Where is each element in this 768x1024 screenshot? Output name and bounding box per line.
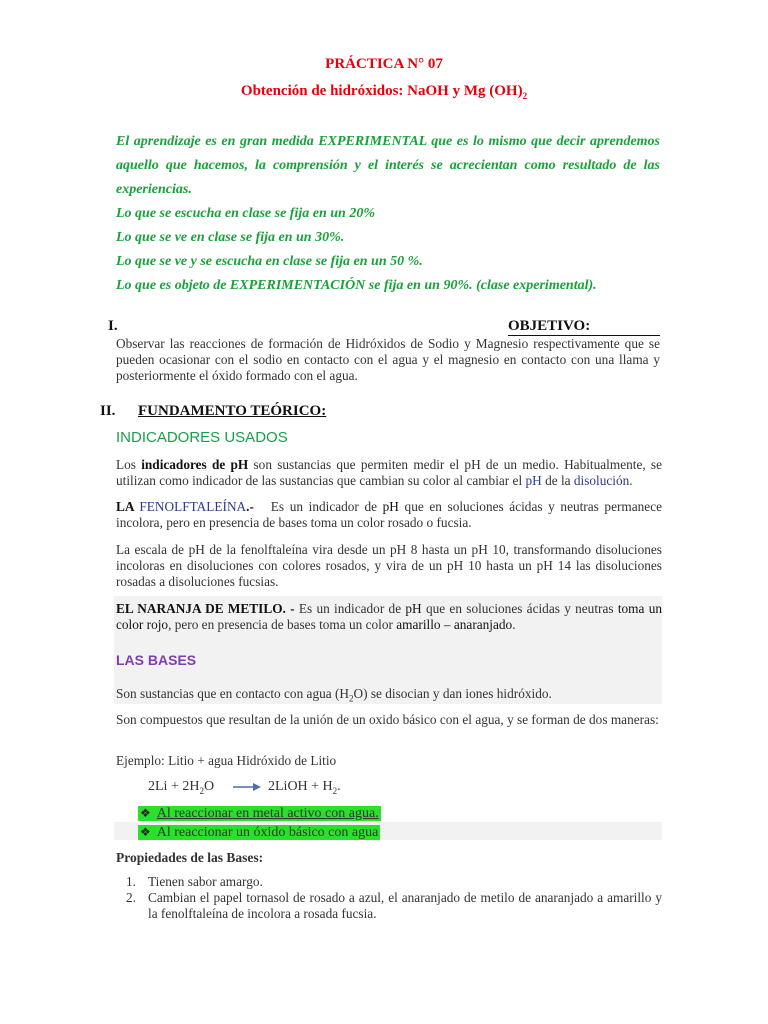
- bases-p1-sub: 2: [349, 693, 354, 704]
- list-item-text: Tienen sabor amargo.: [148, 874, 263, 889]
- intro-line-4: Lo que se escucha en clase se fija en un 20%: [116, 206, 375, 221]
- fundamento-number: II.: [100, 403, 116, 419]
- intro-block: [116, 130, 660, 298]
- practice-title: PRÁCTICA N° 07: [325, 56, 443, 72]
- bases-paragraph-2: Son compuestos que resultan de la unión de un oxido básico con el agua, y se forman de dos maneras:: [116, 712, 659, 727]
- fen-dash: .-: [246, 499, 254, 514]
- bullet-1-highlight: [138, 806, 381, 821]
- list-item: [126, 890, 662, 922]
- disolucion-link[interactable]: disolución: [573, 473, 630, 488]
- fen-part-d: Es un indicador de: [253, 499, 383, 514]
- fen-la: LA: [116, 499, 140, 514]
- intro-line-1: El aprendizaje es en gran medida EXPERIMENTAL que es lo mismo que decir aprendemos: [116, 134, 660, 149]
- nar-rojo: toma un color rojo: [116, 601, 662, 632]
- fen-ph: pH: [382, 499, 399, 514]
- equation-left: [148, 779, 214, 799]
- eq-right-sub: 2: [332, 785, 338, 796]
- nar-part-d: que en soluciones ácidas y neutras: [421, 601, 618, 616]
- eq-right-c: .: [337, 779, 341, 794]
- p1-part-e: de la: [541, 473, 574, 488]
- intro-line-2: aquello que hacemos, la comprensión y el interés se acrecientan como resultado de las: [116, 158, 660, 173]
- nar-amarillo: amarillo – anaranjado: [396, 617, 513, 632]
- nar-ph: pH: [405, 601, 422, 616]
- p1-part-a: Los: [116, 457, 142, 472]
- nar-part-h: .: [512, 617, 516, 632]
- eq-left-a: 2Li + 2H: [148, 779, 200, 794]
- objective-heading: OBJETIVO:: [508, 318, 660, 336]
- escala-paragraph: La escala de pH de la fenolftaleína vira desde un pH 8 hasta un pH 10, transformando disoluciones incoloras en disoluciones con colores rosados, y vira de un pH 10 hasta un pH 14 las disoluciones rosadas a disoluciones fucsias.: [116, 542, 662, 589]
- practice-subtitle: [0, 83, 768, 101]
- indicadores-heading: INDICADORES USADOS: [116, 429, 288, 446]
- diamond-bullet-icon: ❖: [140, 825, 151, 839]
- list-item: [126, 874, 662, 890]
- subtitle-subscript: 2: [522, 91, 528, 101]
- fen-name: FENOLFTALEÍNA: [139, 499, 247, 514]
- intro-line-6: Lo que se ve y se escucha en clase se fija en un 50 %.: [116, 254, 423, 269]
- bullet-1-text: Al reaccionar en metal activo con agua.: [156, 806, 379, 821]
- list-item-number: 2.: [126, 890, 136, 905]
- bullet-item-1: [138, 805, 381, 822]
- naranja-name: EL NARANJA DE METILO. -: [116, 601, 295, 616]
- propiedades-heading: Propiedades de las Bases:: [116, 850, 264, 865]
- bullet-2-text: Al reaccionar un óxido básico con agua: [156, 825, 379, 840]
- nar-part-f: , pero en presencia de bases toma un color: [168, 617, 397, 632]
- bases-paragraph-1: [116, 686, 662, 707]
- ejemplo-line: Ejemplo: Litio + agua Hidróxido de Litio: [116, 753, 337, 768]
- fen-part-f: que en soluciones ácidas y neutras permanece incolora, pero en presencia de bases toma un color rosado o fucsia.: [116, 499, 663, 530]
- equation-right: [268, 779, 341, 799]
- propiedades-list: [126, 874, 662, 922]
- subtitle-text: Obtención de hidróxidos: NaOH y Mg (OH): [240, 83, 523, 99]
- eq-left-sub: 2: [199, 785, 204, 796]
- bases-p1-a: Son sustancias que en contacto con agua (H: [116, 686, 349, 701]
- naranja-paragraph: [116, 601, 662, 633]
- ph-link[interactable]: pH: [525, 473, 542, 488]
- bullet-2-highlight: [138, 825, 380, 840]
- fundamento-heading: FUNDAMENTO TEÓRICO:: [138, 403, 327, 419]
- fenolftaleina-paragraph: [116, 499, 662, 531]
- bases-p1-c: O) se disocian y dan iones hidróxido.: [353, 686, 552, 701]
- bases-heading: LAS BASES: [116, 652, 197, 668]
- intro-line-3: experiencias.: [116, 182, 192, 197]
- p1-part-g: .: [629, 473, 633, 488]
- p1-part-c: son sustancias que permiten medir el pH de un medio. Habitualmente, se utilizan como indicador de las sustancias que cambian su color al cambiar el: [116, 457, 662, 488]
- objective-number: I.: [108, 318, 118, 334]
- p1-indicadores-ph: indicadores de pH: [141, 457, 249, 472]
- list-item-text: Cambian el papel tornasol de rosado a azul, el anaranjado de metilo de anaranjado a amarillo y la fenolftaleína de incolora a rosada fucsia.: [148, 890, 662, 921]
- eq-left-c: O: [203, 779, 215, 794]
- eq-right-a: 2LiOH + H: [268, 779, 333, 794]
- bullet-item-2: [138, 824, 380, 841]
- nar-part-b: Es un indicador de: [294, 601, 406, 616]
- list-item-number: 1.: [126, 874, 136, 889]
- reaction-arrow-icon: [232, 780, 262, 794]
- indicadores-paragraph: [116, 457, 662, 489]
- intro-line-5: Lo que se ve en clase se fija en un 30%.: [116, 230, 345, 245]
- objective-text: Observar las reacciones de formación de Hidróxidos de Sodio y Magnesio respectivamente que se pueden ocasionar con el sodio en contacto con el agua y el magnesio en contacto con una llama y posteriormente el óxido formado con el agua.: [116, 336, 660, 383]
- intro-line-7: Lo que es objeto de EXPERIMENTACIÓN se fija en un 90%. (clase experimental).: [116, 278, 597, 293]
- diamond-bullet-icon: ❖: [140, 806, 151, 820]
